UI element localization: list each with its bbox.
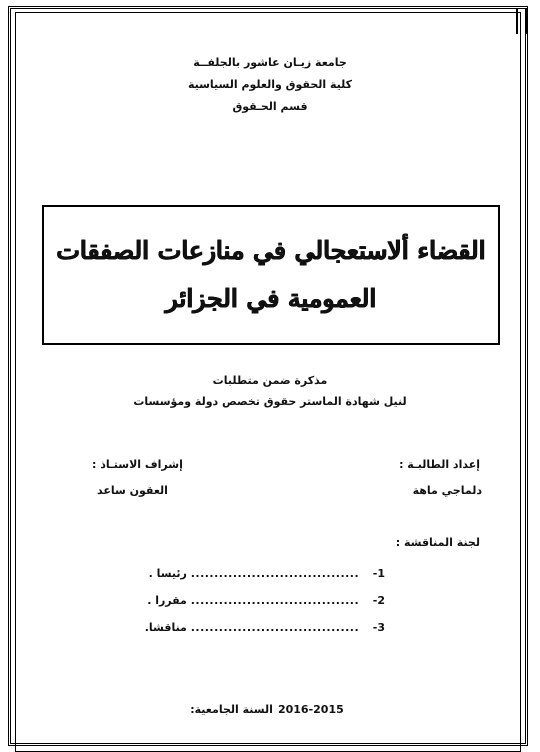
committee-member-2 xyxy=(147,594,385,607)
student-name: دلماجي ماهة xyxy=(412,484,482,497)
header xyxy=(0,52,540,118)
committee-number: 3- xyxy=(372,621,385,634)
supervisor-name: العقون ساعد xyxy=(97,484,168,497)
thesis-title-line-2: العمومية في الجزائر xyxy=(165,284,377,313)
student-label: إعداد الطالبـة : xyxy=(399,458,480,471)
committee-role: رئيسا . xyxy=(148,567,187,580)
committee-dots: .................................... xyxy=(190,621,360,634)
committee-member-3 xyxy=(145,621,385,634)
committee-number: 1- xyxy=(372,567,385,580)
memo-line-1: مذكرة ضمن متطلبات xyxy=(212,374,328,387)
title-box xyxy=(42,205,500,345)
committee-role: مقررا . xyxy=(147,594,187,607)
academic-year-label: السنة الجامعية: xyxy=(190,703,273,716)
faculty-name: كلية الحقوق والعلوم السياسية xyxy=(187,78,353,91)
committee-member-1 xyxy=(149,567,385,580)
committee-label: لجنة المناقشة : xyxy=(395,536,480,549)
university-name: جامعة زيـان عاشور بالجلفــة xyxy=(193,56,347,69)
committee-role: مناقشا. xyxy=(144,621,187,634)
corner-mark xyxy=(516,8,528,34)
academic-year xyxy=(0,698,540,717)
thesis-title-line-1: القضاء ألاستعجالي في منازعات الصفقات xyxy=(56,236,486,265)
department-name: قسم الحـقوق xyxy=(232,100,308,113)
memo-description xyxy=(0,370,540,412)
memo-line-2: لنيل شهادة الماستر حقوق تخصص دولة ومؤسسات xyxy=(133,395,407,408)
committee-dots: .................................... xyxy=(190,594,360,607)
supervisor-label: إشراف الاستـاذ : xyxy=(92,458,183,471)
academic-year-value: 2016-2015 xyxy=(277,703,344,716)
committee-number: 2- xyxy=(372,594,385,607)
committee-dots: .................................... xyxy=(190,567,360,580)
